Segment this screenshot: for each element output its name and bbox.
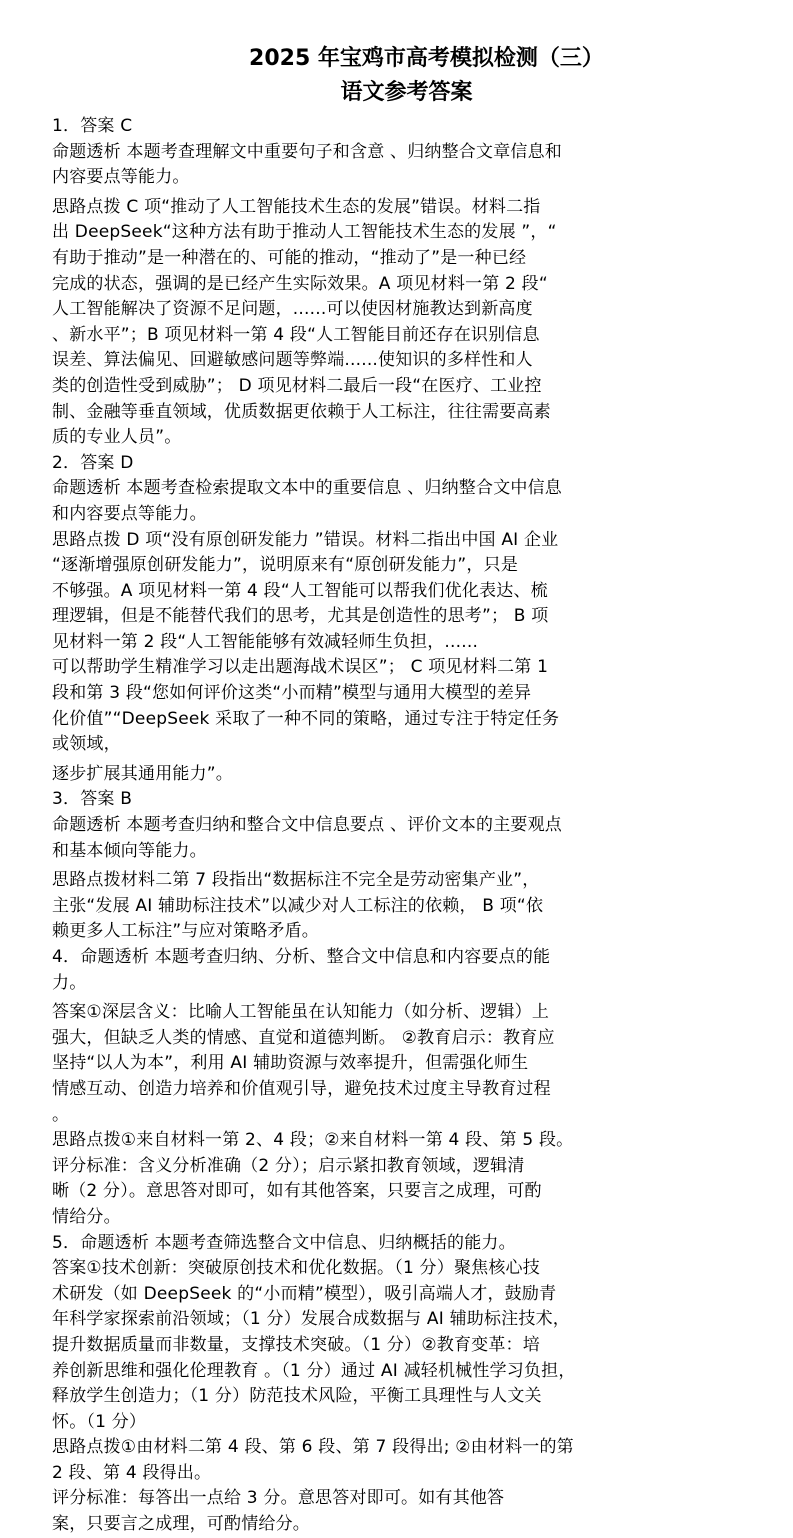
text-line: 1．答案 C (52, 116, 133, 136)
text-line: 术研发（如 DeepSeek 的“小而精”模型），吸引高端人才，鼓励青 (52, 1283, 557, 1304)
text-line: 或领域， (52, 734, 121, 755)
document-subtitle: 语文参考答案 (340, 80, 473, 105)
text-line: 。 (52, 1104, 70, 1125)
text-line: 情感互动、创造力培养和价值观引导，避免技术过度主导教育过程 (52, 1078, 551, 1099)
text-line: 年科学家探索前沿领域；（1 分）发展合成数据与 AI 辅助标注技术， (52, 1309, 570, 1330)
text-line: 2．答案 D (52, 452, 134, 473)
text-line: 质的专业人员”。 (52, 427, 182, 448)
text-line: 思路点拨 D 项“没有原创研发能力 ”错误。材料二指出中国 AI 企业 (52, 529, 559, 550)
text-line: 和基本倾向等能力。 (52, 840, 207, 861)
text-line: 见材料一第 2 段“人工智能能够有效减轻师生负担，...... (52, 631, 479, 652)
text-line: 情给分。 (52, 1206, 121, 1227)
text-line: 可以帮助学生精准学习以走出题海战术误区”； C 项见材料二第 1 (52, 657, 549, 678)
text-line: 完成的状态，强调的是已经产生实际效果。A 项见材料一第 2 段“ (52, 273, 548, 294)
text-line: 强大，但缺乏人类的情感、直觉和道德判断。 ②教育启示：教育应 (52, 1027, 555, 1048)
text-line: 逐步扩展其通用能力”。 (52, 763, 234, 784)
text-line: 答案①技术创新：突破原创技术和优化数据。（1 分）聚焦核心技 (52, 1258, 540, 1279)
text-line: 出 DeepSeek“这种方法有助于推动人工智能技术生态的发展 ”，“ (52, 222, 557, 243)
text-line: 案，只要言之成理，可酌情给分。 (52, 1514, 310, 1535)
text-line: 理逻辑，但是不能替代我们的思考，尤其是创造性的思考”； B 项 (52, 606, 549, 627)
text-line: 内容要点等能力。 (52, 167, 190, 188)
text-line: 评分标准：含义分析准确（2 分）；启示紧扣教育领域，逻辑清 (52, 1155, 525, 1176)
text-line: 怀。（1 分） (52, 1411, 147, 1432)
text-line: 命题透析 本题考查归纳和整合文中信息要点 、评价文本的主要观点 (52, 815, 563, 836)
text-line: 3．答案 B (52, 789, 133, 810)
text-line: 2 段、第 4 段得出。 (52, 1462, 212, 1483)
text-line: 坚持“以人为本”，利用 AI 辅助资源与效率提升，但需强化师生 (52, 1053, 529, 1074)
text-line: 命题透析 本题考查理解文中重要句子和含意 、归纳整合文章信息和 (52, 141, 563, 162)
text-line: 思路点拨①由材料二第 4 段、第 6 段、第 7 段得出; ②由材料一的第 (52, 1437, 574, 1458)
text-line: 段和第 3 段“您如何评价这类“小而精”模型与通用大模型的差异 (52, 683, 532, 704)
text-line: 、新水平”；B 项见材料一第 4 段“人工智能目前还存在识别信息 (52, 324, 540, 345)
text-line: “逐渐增强原创研发能力”，说明原来有“原创研发能力”，只是 (52, 555, 519, 576)
text-line: 晰（2 分）。意思答对即可，如有其他答案，只要言之成理，可酌 (52, 1181, 542, 1202)
text-line: 5．命题透析 本题考查筛选整合文中信息、归纳概括的能力。 (52, 1232, 516, 1253)
text-line: 养创新思维和强化伦理教育 。（1 分）通过 AI 减轻机械性学习负担， (52, 1360, 576, 1381)
text-line: 人工智能解决了资源不足问题，......可以使因材施教达到新高度 (52, 299, 533, 320)
text-line: 命题透析 本题考查检索提取文本中的重要信息 、归纳整合文中信息 (52, 478, 563, 499)
text-line: 制、金融等垂直领域，优质数据更依赖于人工标注，往往需要高素 (52, 401, 551, 422)
document-title: 2025 年宝鸡市高考模拟检测（三） (249, 46, 604, 71)
text-line: 思路点拨材料二第 7 段指出“数据标注不完全是劳动密集产业”， (52, 870, 540, 891)
text-line: 类的创造性受到威胁”； D 项见材料二最后一段“在医疗、工业控 (52, 375, 542, 396)
text-line: 主张“发展 AI 辅助标注技术”以减少对人工标注的依赖， B 项“依 (52, 895, 544, 916)
text-line: 思路点拨 C 项“推动了人工智能技术生态的发展”错误。材料二指 (52, 196, 541, 217)
text-line: 答案①深层含义：比喻人工智能虽在认知能力（如分析、逻辑）上 (52, 1002, 550, 1023)
text-line: 不够强。A 项见材料一第 4 段“人工智能可以帮我们优化表达、梳 (52, 580, 548, 601)
text-line: 4．命题透析 本题考查归纳、分析、整合文中信息和内容要点的能 (52, 947, 551, 967)
text-line: 有助于推动”是一种潜在的、可能的推动，“推动了”是一种已经 (52, 247, 527, 268)
text-line: 思路点拨①来自材料一第 2、4 段；②来自材料一第 4 段、第 5 段。 (52, 1130, 574, 1151)
text-line: 赖更多人工标注”与应对策略矛盾。 (52, 921, 320, 942)
text-line: 力。 (52, 972, 87, 993)
text-line: 评分标准：每答出一点给 3 分。意思答对即可。如有其他答 (52, 1488, 505, 1509)
answer-body (52, 114, 742, 1538)
text-line: 提升数据质量而非数量，支撑技术突破。（1 分）②教育变革：培 (52, 1334, 540, 1355)
text-line: 误差、算法偏见、回避敏感问题等弊端......使知识的多样性和人 (52, 350, 533, 371)
text-line: 和内容要点等能力。 (52, 503, 207, 524)
text-line: 释放学生创造力；（1 分）防范技术风险，平衡工具理性与人文关 (52, 1386, 542, 1407)
text-line: 化价值”“DeepSeek 采取了一种不同的策略，通过专注于特定任务 (52, 708, 560, 729)
